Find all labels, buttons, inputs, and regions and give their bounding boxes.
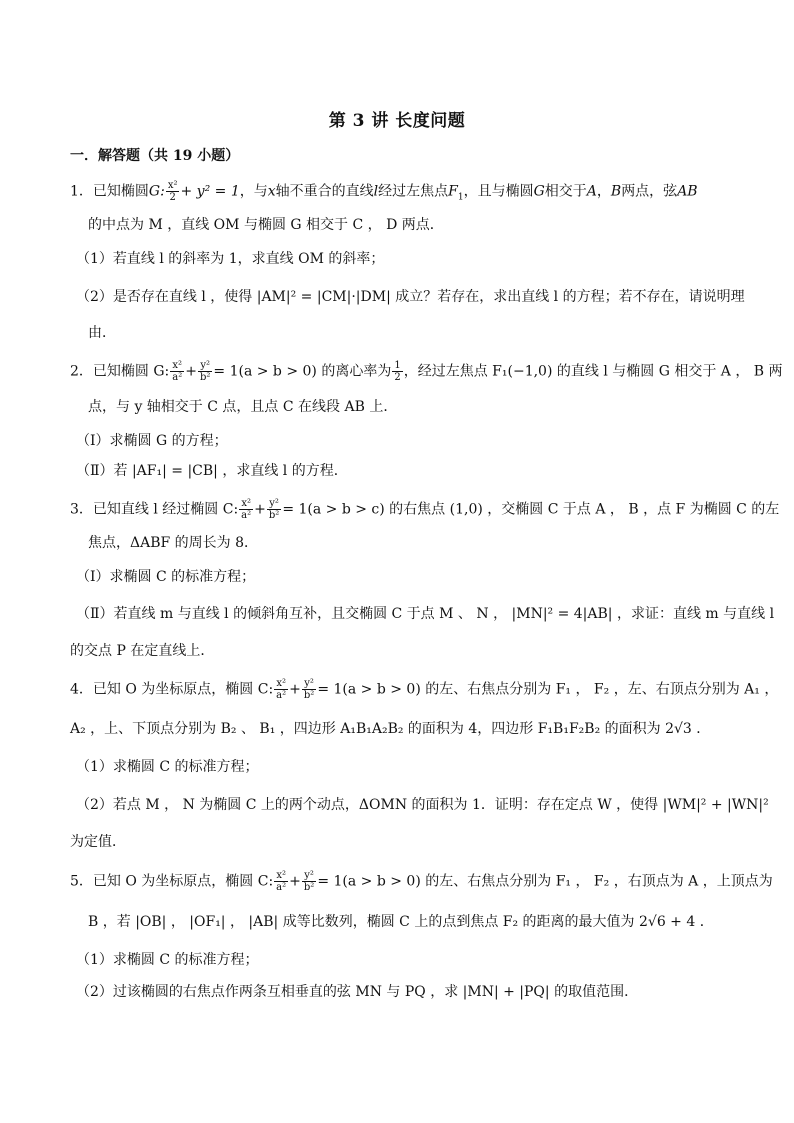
- q3-line1: 3．已知直线 l 经过椭圆 C: $\frac{\text{x²}}{\text{a²}}$ + $\frac{\text{y²}}{\text{b²}}$ = 1(a > b > c) 的右焦点 (1,0) ，交椭圆 C 于点 A ， B ，点 F 为椭圆 C 的左: [70, 498, 780, 521]
- q5-part1: （1）求椭圆 C 的标准方程；: [76, 952, 259, 968]
- q4-line1: 4．已知 O 为坐标原点，椭圆 C: $\frac{\text{x²}}{\text{a²}}$ + $\frac{\text{y²}}{\text{b²}}$ = 1(a > b > 0) 的左、右焦点分别为 F₁ ， F₂ ，左、右顶点分别为 A₁ ，: [70, 678, 779, 701]
- q4-line2: A₂ ，上、下顶点分别为 B₂ 、 B₁ ，四边形 A₁B₁A₂B₂ 的面积为 4，四边形 F₁B₁F₂B₂ 的面积为 2√3 ．: [70, 721, 711, 737]
- q1-frac: $\frac{\text{x²}}{2}$: [167, 180, 178, 203]
- q1-prefix: 1．已知椭圆: [70, 183, 149, 200]
- q1-eq-label: G:: [148, 183, 165, 200]
- q2-line2: 点，与 y 轴相交于 C 点，且点 C 在线段 AB 上．: [88, 399, 398, 415]
- q4-part2: （2）若点 M ， N 为椭圆 C 上的两个动点，ΔOMN 的面积为 1．证明：存在定点 W ，使得 |WM|² + |WN|²: [76, 797, 769, 813]
- q5-line2: B ，若 |OB| ， |OF₁| ， |AB| 成等比数列，椭圆 C 上的点到焦点 F₂ 的距离的最大值为 2√6 + 4 ．: [88, 914, 714, 930]
- q2-line1: 2．已知椭圆 G: $\frac{\text{x²}}{\text{a²}}$ + $\frac{\text{y²}}{\text{b²}}$ = 1(a > b > 0) 的离心率为 $\frac{1}{2}$ ，经过左焦点 F₁(−1,0) 的直线 l 与椭圆 G 相交于 A ， B 两: [70, 360, 783, 383]
- q1-part2: （2）是否存在直线 l ，使得 |AM|² = |CM|·|DM| 成立？若存在，求出直线 l 的方程；若不存在，请说明理: [76, 289, 745, 305]
- q3-part1: （Ⅰ）求椭圆 C 的标准方程；: [76, 569, 256, 585]
- q1-line2: 的中点为 M ，直线 OM 与椭圆 G 相交于 C ， D 两点．: [88, 217, 444, 233]
- q3-part2-cont: 的交点 P 在定直线上．: [70, 643, 215, 659]
- q2-part2: （Ⅱ）若 |AF₁| = |CB| ，求直线 l 的方程．: [76, 463, 348, 479]
- q4-part2-cont: 为定值．: [70, 834, 126, 850]
- q4-part1: （1）求椭圆 C 的标准方程；: [76, 759, 259, 775]
- q1-part1: （1）若直线 l 的斜率为 1，求直线 OM 的斜率；: [76, 251, 385, 267]
- q1-line1: 1．已知椭圆G: $\frac{\text{x²}}{2}$ + y² = 1，与x轴不重合的直线l经过左焦点$F_1$，且与椭圆G相交于A，B两点，弦AB: [70, 180, 698, 203]
- q1-part2-cont: 由．: [88, 325, 116, 341]
- page-title: 第 3 讲 长度问题: [328, 111, 466, 131]
- q3-part2: （Ⅱ）若直线 m 与直线 l 的倾斜角互补，且交椭圆 C 于点 M 、 N ， |MN|² = 4|AB| ，求证：直线 m 与直线 l: [76, 606, 775, 622]
- q5-line1: 5．已知 O 为坐标原点，椭圆 C: $\frac{\text{x²}}{\text{a²}}$ + $\frac{\text{y²}}{\text{b²}}$ = 1(a > b > 0) 的左、右焦点分别为 F₁ ， F₂ ，右顶点为 A ，上顶点为: [70, 870, 773, 893]
- section-heading: 一．解答题（共 19 小题）: [70, 148, 240, 164]
- q5-part2: （2）过该椭圆的右焦点作两条互相垂直的弦 MN 与 PQ ，求 |MN| + |PQ| 的取值范围．: [76, 984, 639, 1000]
- q2-part1: （Ⅰ）求椭圆 G 的方程；: [76, 433, 228, 449]
- q3-line2: 焦点，ΔABF 的周长为 8．: [88, 535, 259, 551]
- q1-eq-rest: + y² = 1: [180, 183, 240, 200]
